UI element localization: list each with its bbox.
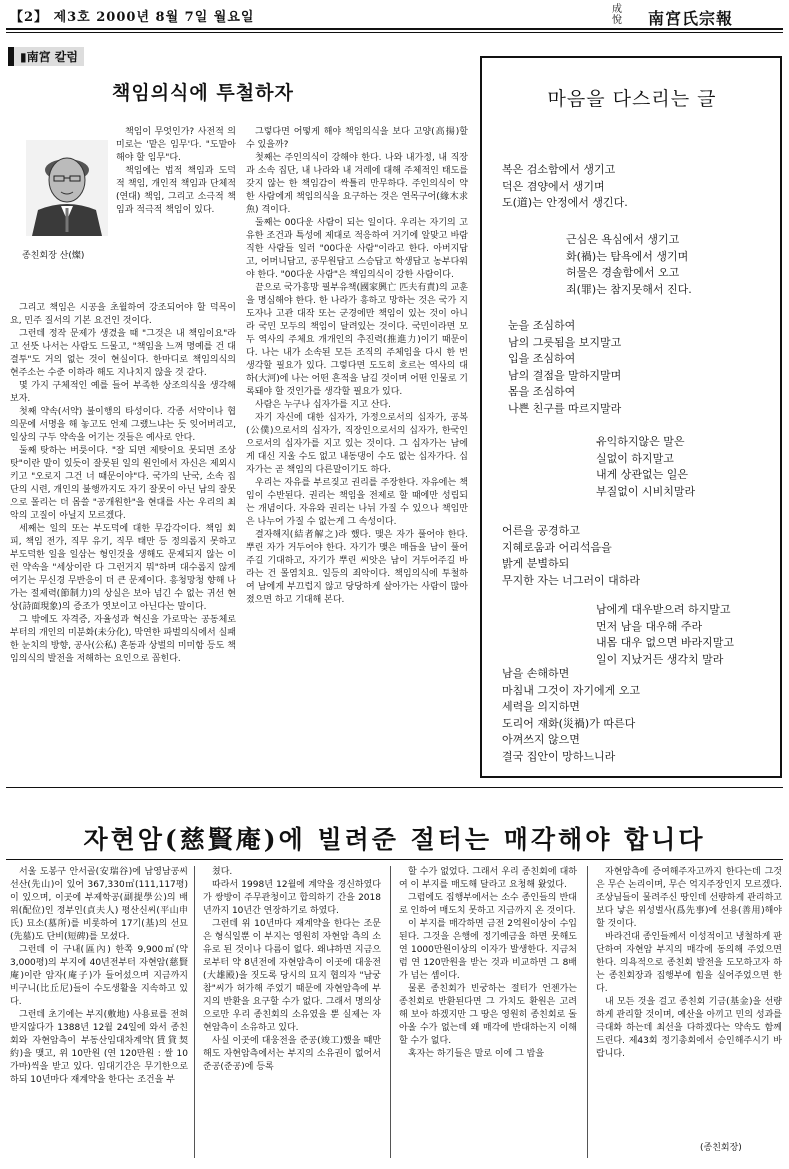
poem-line: 남을 손해하면 xyxy=(502,667,570,680)
body-paragraph: 내 모든 것을 걸고 종친회 기금(基金)을 선량하게 관리할 것이며, 예산을 아끼고 민의 성과를 극대화 하는데 최선을 다하겠다는 약속도 함께 드린다. 제43회 정기총회에서 승인해주시기 바랍니다. xyxy=(596,997,782,1059)
section-divider xyxy=(6,787,783,788)
poem-line: 지혜로움과 어리석음을 xyxy=(502,540,612,554)
body-paragraph: 우리는 자유를 부르짖고 권리를 주장한다. 자유에는 책임이 수반된다. 권리는 책임을 전제로 할 때에만 성립되는 개념이다. 자유와 권리는 나뉘 가질 수 있으나 책임만은 나누어 가질 수 없는게 그 속성이다. xyxy=(246,478,468,527)
body-paragraph: 물론 종친회가 빈궁하는 절터가 언젠가는 종친회로 반환된다면 그 가치도 환원은 고려해 보아 하겠지만 그 땅은 영원히 종친회로 돌아올 수가 없는데 왜 매각에 반대하는지 이해할 수가 없다. xyxy=(399,984,577,1046)
body-paragraph: 세째는 일의 또는 부도덕에 대한 무감각이다. 책임 회피, 책임 전가, 직무 유기, 직무 태만 등 정의롭지 못하고 부도덕한 일을 일삼는 형인것을 생해도 문제되지 않는 이런 약속을 "세상이란 다 그런거지 뭐"하며 대수롭지 않게 여기는 무신경 무반응이 더 큰 문제이다. 흥청망청 향해 나가는 절제력(節制力)의 상실은 보아 넘긴 수 없는 귀선 현상(詩面現象)의 증조가 엿보이고 아닌다는 말이다. xyxy=(10,524,236,612)
body-paragraph: 자기 자신에 대한 십자가, 가정으로서의 십자가, 공복(公僕)으로서의 십자가, 직장인으로서의 십자가, 한국인으로서의 십자가를 지고 있는 것이다. 그 십자가는 남에게 대신 지울 수도 없고 내동댕이 수도 없는 십자가다. 십자가는 곧 책임의 다른말이기도 하다. xyxy=(246,413,468,475)
photo-caption: 종친회장 산(燦) xyxy=(22,251,85,261)
intro-paragraph: 책임에는 법적 책임과 도덕적 책임, 개인적 책임과 단체적 (연대) 책임, 그리고 소극적 책임과 적극적 책임이 있다. xyxy=(116,166,236,215)
body-paragraph: 그런데 초기에는 부지(敷地) 사용료를 전혀 받지않다가 1388년 12월 24일에 와서 종친회와 자현암측이 부동산임대차계약(賃貸契約)을 맺고, 위 10만원 (연 120만원 : 쌀 10가마)씩을 받고 있다. 임대기간은 무기한으로 하되 10년마다 재계약을 한다는 조건을 부 xyxy=(10,1010,188,1085)
poem-line: 죄(罪)는 참지못해서 진다. xyxy=(566,282,692,296)
column-rule xyxy=(587,866,588,1158)
poem-stanza xyxy=(596,602,734,668)
poem-line: 덕은 겸양에서 생기며 xyxy=(502,179,605,193)
author-portrait xyxy=(26,140,108,236)
poem-stanza xyxy=(502,523,640,589)
poem-line: 근심은 욕심에서 생기고 xyxy=(566,233,680,246)
body-paragraph: 그 밖에도 자격증, 자율성과 혁신을 가로막는 공동체로부터의 개인의 미분화(未分化), 막연한 파벌의식에서 실패한 눈치의 방향, 공사(公私) 혼동과 상벌의 미미함 등도 책임의식의 발전을 저해하는 요인으로 꼽힌다. xyxy=(10,615,236,664)
body-paragraph: 끝으로 국가흥망 필부유책(國家興亡 匹夫有責)의 교훈을 명심해야 한다. 한 나라가 흥하고 망하는 것은 국가 지도자나 고관 대작 또는 군경에만 책임이 있는 것이 아니라 국민 모두의 책임이 달려있는 것이다. 국민이라면 모두 역사의 주체요 개개인의 추진력(推進力)이기 때문이다. 나는 내가 소속된 모든 조직의 주체임을 다시 한 번 생각할 필요가 있다. 그렇다면 도도히 흐르는 역사의 대하(大河)에 나는 어떤 흔적을 남길 것이며 어떤 인물로 기록돼야 할 것인가를 생각할 필요가 있다. xyxy=(246,283,468,397)
body-paragraph: 자현암측에 증여해주자고까지 한다는데 그것은 무슨 논리이며, 무슨 억지주장인지 모르겠다. 조상님들이 물려주신 땅인데 선량하게 관리하고 보다 낳은 위성벌사(爲先事)에 선용(善用)해야 할 것이다. xyxy=(596,867,782,929)
appeal-signature: (종친회장) xyxy=(700,1143,742,1153)
body-paragraph: 그런데 위 10년마다 재계약을 한다는 조문은 형식일뿐 이 부지는 영원히 자현암 측의 소유로 된 것이나 다름이 없다. 왜냐하면 지금으로부터 약 8년전에 자현암측이 이곳에 대웅전(大雄殿)을 짓도록 당시의 묘지 협의자 "남궁 참"씨가 허가해 주었기 때문에 자현암측에 부지의 반환을 요구할 수가 없다. 그래서 명의상으로만 우리 종친회의 소유였을 뿐 실제는 자현암측이 소유하고 있다. xyxy=(203,919,381,1033)
body-paragraph: 첫째는 주인의식이 강해야 한다. 나와 내가정, 내 직장과 소속 집단, 내 나라와 내 겨레에 대해 주체적인 태도를 갖지 않는 한 책임감이 싹틀리 만무하다. 주인의식이 약한 사람에게 책임의식을 요구하는 것은 연목구어(緣木求魚) 격이다. xyxy=(246,153,468,215)
body-paragraph: 이 부지를 매각하면 금전 2억원이상이 수입된다. 그것을 은행에 정기예금을 하면 못해도 연 1000만원이상의 이자가 발생한다. 지금처럼 연 120만원을 받는 것과 비교하면 그 8배가 넘는 셈이다. xyxy=(399,919,577,981)
masthead-mark: 成悅 xyxy=(612,4,622,26)
poem-line: 몸을 조심하여 xyxy=(508,385,576,398)
body-paragraph: 그런데 이 구내(區內) 한쪽 9,900㎡(약3,000평)의 부지에 40년전부터 자현암(慈賢庵)이란 암자(庵子)가 들어섰으며 지금까지 비구니(比丘尼)들이 수도생활을 지속하고 있다. xyxy=(10,945,188,1007)
poem-line: 내게 상관없는 일은 xyxy=(596,468,689,481)
column-rule xyxy=(194,866,195,1158)
column-intro xyxy=(116,126,236,217)
poem-line: 남의 그릇됨을 보지말고 xyxy=(508,335,622,349)
column-body-left xyxy=(10,302,236,666)
poem-line: 밝게 분별하되 xyxy=(502,557,570,570)
poem-line: 세력을 의지하면 xyxy=(502,700,580,713)
poem-line: 아껴쓰지 않으면 xyxy=(502,733,580,746)
poem-line: 남에게 대우받으려 하지말고 xyxy=(596,603,731,616)
body-paragraph: 따라서 1998년 12월에 계약을 경신하였다가 쌍방이 주무관청이고 합의하기 간을 2018년까지 10년간 연장하기로 하였다. xyxy=(203,880,381,916)
appeal-headline: 자현암(慈賢庵)에 빌려준 절터는 매각해야 합니다 xyxy=(83,825,706,854)
body-paragraph: 바라건대 종인들께서 이성적이고 냉철하게 판단하여 자현암 부지의 매각에 동의해 주었으면 한다. 의욕적으로 종친회 발전을 도모하고자 하는 종친회장과 집행부에 힘을 실어주었으면 한다. xyxy=(596,932,782,994)
poem-stanza xyxy=(596,434,695,500)
body-paragraph: 쳤다. xyxy=(212,867,233,877)
poem-line: 먼저 남을 대우해 주라 xyxy=(596,619,703,633)
body-paragraph: 둘째는 00다운 사람이 되는 일이다. 우리는 자기의 고유한 조건과 특성에 제대로 적응하여 거기에 알맞고 바람직한 사람들 일러 "00다운 사람"이라고 한다. 아버지답고, 어머니답고, 공무원답고 스승답고 학생답고 농부다워야 한다. "00다운 사람"은 책임의식이 강한 사람이다. xyxy=(246,218,468,280)
poem-line: 내몸 대우 없으면 바라지말고 xyxy=(596,636,735,649)
column-body-right xyxy=(246,126,468,607)
body-paragraph: 그럼에도 집행부에서는 소수 종인들의 반대로 인하여 매도치 못하고 지금까지 온 것이다. xyxy=(399,893,577,916)
poem-line: 복은 검소함에서 생기고 xyxy=(502,163,616,176)
body-paragraph: 몇 가지 구체적인 예를 들어 부족한 상조의식을 생각해 보자. xyxy=(10,381,236,404)
body-paragraph: 할 수가 없었다. 그래서 우리 종친회에 대하여 이 부지를 매도해 달라고 요청해 왔었다. xyxy=(399,867,577,890)
body-paragraph: 사람은 누구나 십자가를 지고 산다. xyxy=(255,400,392,410)
body-paragraph: 서울 도봉구 안서골(安瑞谷)에 남영남공씨 선산(先山)이 있어 367,330㎡(111,117평)이 있으며, 이곳에 부제학공(副提學公)의 배위(配位)인 정부인(貞夫人) 평산신씨(平山申氏) 묘소(墓所)를 비롯하여 17기(基)의 선묘(先墓)도 단비(短碑)를 모셨다. xyxy=(10,867,188,942)
poem-line: 실없이 하지말고 xyxy=(596,451,674,465)
poem-line: 허물은 경솔함에서 오고 xyxy=(566,266,680,279)
body-paragraph: 결자해지(結者解之)라 했다. 맺은 자가 풀어야 한다. 뿌린 자가 거두어야 한다. 자기가 맺은 매듭을 남이 풀어주길 기대하고, 자기가 뿌린 씨앗은 남이 거두어주길 바라는 건 몰염치요. 일등의 죄악이다. 책임의식에 투철하여 남에게 부끄럽지 않고 당당하게 살아가는 사람이 많아졌으면 하고 기대해 본다. xyxy=(246,530,468,605)
paper-name: 南宮氏宗報 xyxy=(648,9,734,28)
intro-paragraph: 책임이 무엇인가? 사전적 의미로는 '맡은 임무'다. "도맡아 해야 할 임무"다. xyxy=(116,127,236,163)
header-rule xyxy=(6,28,783,33)
poem-line: 결국 집안이 망하느니라 xyxy=(502,749,616,763)
appeal-column-4 xyxy=(596,866,782,1061)
body-paragraph: 사실 이곳에 대웅전을 준공(竣工)했을 때만 해도 자현암측에서는 부지의 소유권이 없어서 준공(준공)에 등록 xyxy=(203,1036,381,1072)
poem-line: 남의 결점을 말하지말며 xyxy=(508,368,622,382)
section-divider xyxy=(6,859,783,860)
poem-line: 부질없이 시비치말라 xyxy=(596,484,696,498)
column-rule xyxy=(390,866,391,1158)
appeal-column-1 xyxy=(10,866,188,1087)
poem-line: 눈을 조심하여 xyxy=(508,319,576,332)
appeal-column-3 xyxy=(399,866,577,1061)
poem-line: 마침내 그것이 자기에게 오고 xyxy=(502,683,641,697)
poem-line: 유익하지않은 말은 xyxy=(596,435,685,448)
body-paragraph: 그렇다면 어떻게 해야 책임의식을 보다 고양(高揚)할 수 있을까? xyxy=(246,127,468,150)
body-paragraph: 둘째 탓하는 버릇이다. "잘 되면 제탓이요 못되면 조상 탓"이란 말이 있듯이 잘못된 일의 원인에서 자신은 제외시키고 "오로지 그건 너 때문이야"다. 국가의 난국, 소속 집단의 시련, 개인의 불행까지도 자기 잘못이 아닌 남의 잘못으로 몰리는 더 몹쓸 "공개원한"을 현대를 사는 우리의 최악의 고질이 아닐지 모르겠다. xyxy=(10,446,236,521)
issue-line: 【2】 제3호 2000년 8월 7일 월요일 xyxy=(10,10,255,25)
poem-stanza xyxy=(508,318,621,417)
poem-line: 어른을 공경하고 xyxy=(502,524,580,537)
poem-line: 입을 조심하여 xyxy=(508,352,576,365)
poem-stanza xyxy=(502,162,628,212)
poem-stanza xyxy=(502,666,640,765)
poem-line: 도(道)는 안정에서 생긴다. xyxy=(502,196,628,209)
poem-line: 도리어 재화(災禍)가 따른다 xyxy=(502,716,636,730)
poem-title: 마음을 다스리는 글 xyxy=(547,88,717,110)
column-title: 책임의식에 투철하자 xyxy=(112,82,294,104)
poem-line: 화(禍)는 탐욕에서 생기며 xyxy=(566,249,689,263)
appeal-column-2 xyxy=(203,866,381,1074)
body-paragraph: 혹자는 하기들은 말로 이에 그 밥을 xyxy=(408,1049,545,1059)
body-paragraph: 그리고 책임은 시공을 초월하여 강조되어야 할 덕목이요, 민주 질서의 기본 요건인 것이다. xyxy=(10,303,236,326)
poem-line: 나쁜 친구를 따르지말라 xyxy=(508,401,622,415)
body-paragraph: 그런데 정작 문제가 생겼을 때 "그것은 내 책임이요"라고 선뜻 나서는 사람도 드물고, "책임을 느껴 명예를 건 대결투"도 거의 없는 것이 현실이다. 한마디로 책임의식의 현주소는 수준 이하라 해도 지나치지 않을 것 같다. xyxy=(10,329,236,378)
poem-line: 무지한 자는 너그러이 대하라 xyxy=(502,573,641,587)
column-tag: ▮南宮 칼럼 xyxy=(8,47,84,66)
body-paragraph: 첫째 약속(서약) 불이행의 타성이다. 각종 서약이나 협의문에 서명을 해 놓고도 언제 그랬느냐는 듯 잊어버리고, 일상의 구두 약속을 어기는 것들은 예사로 안다. xyxy=(10,407,236,443)
poem-stanza xyxy=(566,232,692,298)
poem-line: 일이 지났거든 생각치 말라 xyxy=(596,652,724,666)
